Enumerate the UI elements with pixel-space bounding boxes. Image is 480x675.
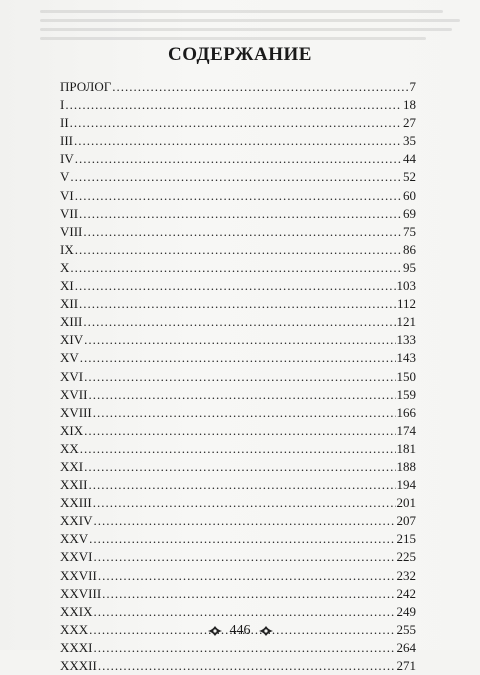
toc-entry — [60, 96, 416, 114]
toc-entry-page: 188 — [396, 458, 416, 474]
dot-leader — [88, 386, 395, 404]
toc-entry-label: XXI — [60, 458, 84, 474]
toc-entry-page: 18 — [403, 97, 416, 113]
toc-entry-page: 242 — [396, 585, 416, 601]
toc-entry-page: 194 — [396, 477, 416, 493]
toc-entry-page: 225 — [396, 549, 416, 565]
dot-leader — [84, 331, 395, 349]
toc-entry-page: 44 — [403, 151, 416, 167]
toc-entry-page: 27 — [403, 115, 416, 131]
toc-entry — [60, 368, 416, 386]
toc-entry-page: 150 — [396, 368, 416, 384]
toc-entry-label: X — [60, 259, 70, 275]
dot-leader — [84, 368, 395, 386]
toc-entry-page: 174 — [396, 422, 416, 438]
toc-entry-page: 103 — [396, 278, 416, 294]
toc-entry-label: XXIV — [60, 513, 93, 529]
toc-entry-label: IX — [60, 241, 74, 257]
toc-entry-label: XXV — [60, 531, 89, 547]
toc-entry — [60, 440, 416, 458]
toc-entry-label: XXVII — [60, 567, 97, 583]
toc-entry-page: 207 — [396, 513, 416, 529]
toc-entry — [60, 603, 416, 621]
dot-leader — [70, 259, 402, 277]
dot-leader — [102, 585, 395, 603]
toc-entry-label: XXXII — [60, 658, 97, 673]
toc-entry — [60, 223, 416, 241]
toc-entry-label: VII — [60, 205, 79, 221]
toc-entry-label: XXXI — [60, 639, 93, 655]
dot-leader — [84, 458, 395, 476]
dot-leader — [79, 295, 396, 313]
toc-entry-page: 7 — [409, 79, 416, 94]
dot-leader — [93, 404, 396, 422]
toc-entry-label: XXIII — [60, 495, 92, 511]
toc-entry — [60, 150, 416, 168]
toc-entry-label: ПРОЛОГ — [60, 79, 112, 94]
toc-entry-label: XVIII — [60, 404, 92, 420]
toc-entry — [60, 277, 416, 295]
toc-entry-page: 86 — [403, 241, 416, 257]
toc-entry — [60, 241, 416, 259]
toc-entry — [60, 386, 416, 404]
toc-entry-label: XII — [60, 296, 79, 312]
toc-entry — [60, 567, 416, 585]
dot-leader — [75, 150, 402, 168]
toc-entry-label: VIII — [60, 223, 83, 239]
toc-entry-page: 69 — [403, 205, 416, 221]
toc-entry — [60, 132, 416, 150]
dot-leader — [98, 567, 396, 585]
toc-entry-page: 52 — [403, 169, 416, 185]
toc-entry-page: 201 — [396, 495, 416, 511]
toc-entry-label: VI — [60, 187, 74, 203]
toc-entry — [60, 205, 416, 223]
toc-entry-page: 264 — [396, 639, 416, 655]
toc-entry-label: XIII — [60, 314, 83, 330]
dot-leader — [65, 96, 402, 114]
dot-leader — [70, 168, 402, 186]
dot-leader — [70, 114, 402, 132]
toc-entry-label: XXIX — [60, 603, 93, 619]
toc-entry-label: XIV — [60, 332, 84, 348]
toc-entry-page: 112 — [396, 296, 416, 312]
toc-entry — [60, 494, 416, 512]
dot-leader — [84, 422, 395, 440]
dot-leader — [112, 78, 408, 96]
toc-entry-page: 95 — [403, 259, 416, 275]
toc-entry-page: 75 — [403, 223, 416, 239]
toc-entry-label: III — [60, 133, 73, 149]
toc-entry-page: 159 — [396, 386, 416, 402]
page-title: СОДЕРЖАНИЕ — [168, 44, 312, 65]
dot-leader — [75, 187, 402, 205]
toc-entry-label: XX — [60, 440, 79, 456]
toc-entry — [60, 78, 416, 96]
toc-entry-label: XVI — [60, 368, 84, 384]
dot-leader — [94, 603, 396, 621]
toc-entry — [60, 422, 416, 440]
toc-entry — [60, 259, 416, 277]
dot-leader — [83, 223, 402, 241]
toc-entry-label: I — [60, 97, 65, 113]
toc-entry-label: II — [60, 115, 69, 131]
dot-leader — [79, 205, 402, 223]
toc-entry-page: 255 — [396, 621, 416, 637]
toc-entry — [60, 639, 416, 657]
dot-leader — [88, 476, 395, 494]
fleuron-icon — [257, 625, 275, 637]
dot-leader — [93, 494, 396, 512]
toc-entry-label: IV — [60, 151, 74, 167]
toc-entry-label: XXII — [60, 477, 88, 493]
dot-leader — [89, 530, 395, 548]
toc-entry — [60, 512, 416, 530]
toc-entry-page: 60 — [403, 187, 416, 203]
toc-entry — [60, 295, 416, 313]
toc-entry-page: 35 — [403, 133, 416, 149]
toc-entry — [60, 349, 416, 367]
dot-leader — [94, 548, 396, 566]
page-number: 446 — [229, 623, 251, 638]
toc-entry-page: 249 — [396, 603, 416, 619]
dot-leader — [94, 512, 396, 530]
fleuron-icon — [206, 625, 224, 637]
dot-leader — [83, 313, 395, 331]
toc-entry-page: 143 — [396, 350, 416, 366]
toc-entry-label: XVII — [60, 386, 88, 402]
toc-entry-label: XXX — [60, 621, 89, 637]
toc-entry-page: 271 — [396, 658, 416, 673]
toc-entry-page: 215 — [396, 531, 416, 547]
toc-entry — [60, 585, 416, 603]
toc-entry — [60, 187, 416, 205]
toc-entry-page: 232 — [396, 567, 416, 583]
toc-entry — [60, 657, 416, 675]
toc-entry-page: 181 — [396, 440, 416, 456]
toc-entry — [60, 548, 416, 566]
toc-entry — [60, 168, 416, 186]
toc-entry — [60, 114, 416, 132]
toc-entry-label: XIX — [60, 422, 84, 438]
toc-entry — [60, 313, 416, 331]
toc-entry-page: 166 — [396, 404, 416, 420]
dot-leader — [75, 277, 396, 295]
toc-entry — [60, 404, 416, 422]
toc-entry-label: XXVI — [60, 549, 93, 565]
dot-leader — [74, 132, 402, 150]
toc-entry-page: 121 — [396, 314, 416, 330]
toc-entry — [60, 476, 416, 494]
dot-leader — [94, 639, 396, 657]
page-footer — [0, 623, 480, 639]
table-of-contents — [60, 78, 416, 675]
dot-leader — [80, 349, 396, 367]
dot-leader — [80, 440, 396, 458]
toc-entry-label: XV — [60, 350, 79, 366]
toc-entry-page: 133 — [396, 332, 416, 348]
toc-entry — [60, 458, 416, 476]
toc-entry-label: XXVIII — [60, 585, 102, 601]
toc-entry-label: XI — [60, 278, 74, 294]
toc-entry — [60, 530, 416, 548]
toc-entry-label: V — [60, 169, 70, 185]
dot-leader — [98, 657, 396, 675]
toc-entry — [60, 331, 416, 349]
dot-leader — [75, 241, 402, 259]
